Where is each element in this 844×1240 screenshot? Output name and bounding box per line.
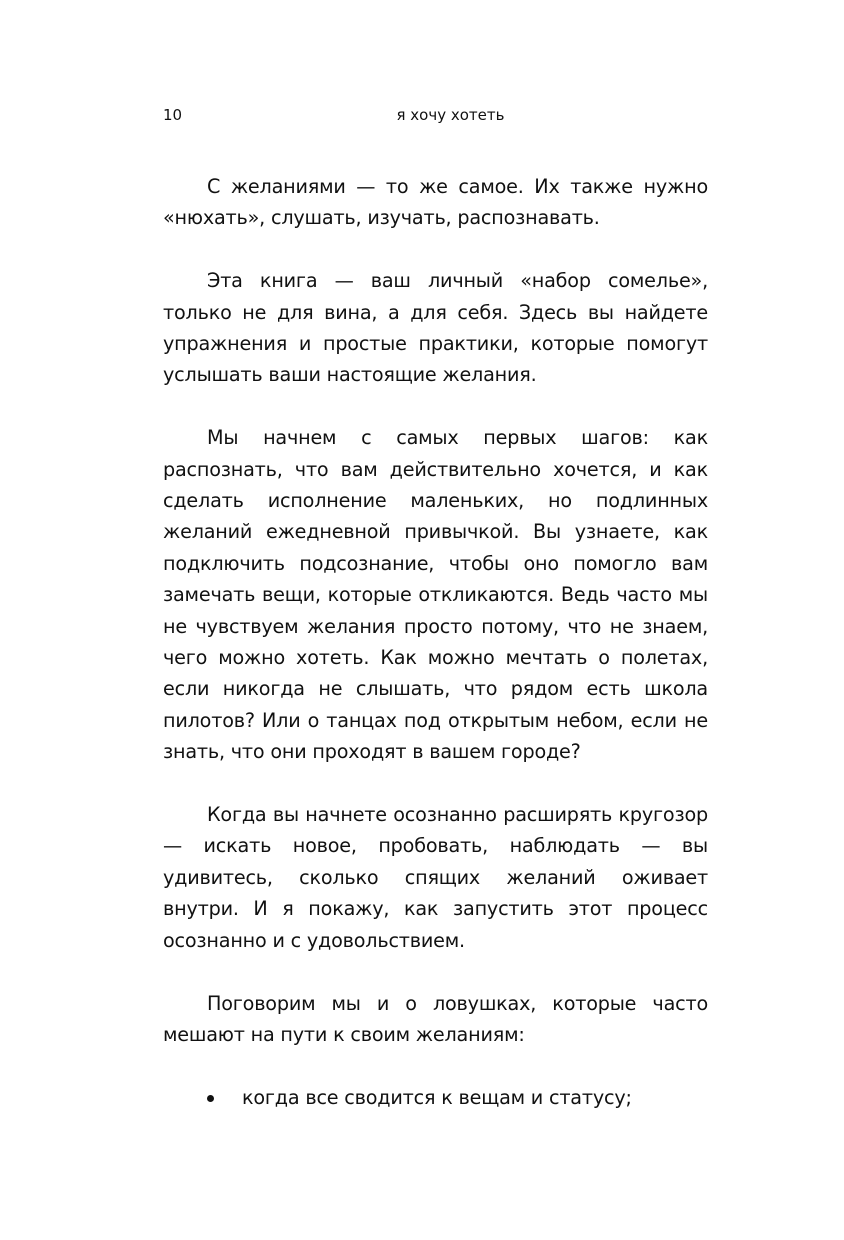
- bullet-list: [163, 1082, 708, 1113]
- running-title: я хочу хотеть: [396, 106, 505, 124]
- paragraph: Когда вы начнете осознанно расширять кругозор — искать новое, пробовать, наблюдать — вы удивитесь, сколько спящих желаний оживает внутри. И я покажу, как запустить этот процесс осознанно и с удовольствием.: [163, 803, 708, 952]
- list-item-text: когда все сводится к вещам и статусу;: [242, 1085, 632, 1109]
- body-text: [163, 171, 708, 1113]
- page-number: 10: [163, 106, 183, 124]
- bullet-dot-icon: [207, 1095, 214, 1102]
- page-header: [163, 104, 708, 126]
- paragraph: Мы начнем с самых первых шагов: как распознать, что вам действительно хочется, и как сделать исполнение маленьких, но подлинных желаний ежедневной привычкой. Вы узнаете, как подключить подсознание, чтобы оно помогло вам замечать вещи, которые откликаются. Ведь часто мы не чувствуем желания просто потому, что не знаем, чего можно хотеть. Как можно мечтать о полетах, если никогда не слышать, что рядом есть школа пилотов? Или о танцах под открытым небом, если не знать, что они проходят в вашем городе?: [163, 426, 708, 764]
- paragraph: С желаниями — то же самое. Их также нужно «нюхать», слушать, изучать, распознавать.: [163, 175, 708, 230]
- list-item: [163, 1082, 708, 1113]
- paragraph: Эта книга — ваш личный «набор сомелье», только не для вина, а для себя. Здесь вы найдете упражнения и простые практики, которые помогут услышать ваши настоящие желания.: [163, 269, 708, 387]
- paragraph: Поговорим мы и о ловушках, которые часто мешают на пути к своим желаниям:: [163, 991, 708, 1046]
